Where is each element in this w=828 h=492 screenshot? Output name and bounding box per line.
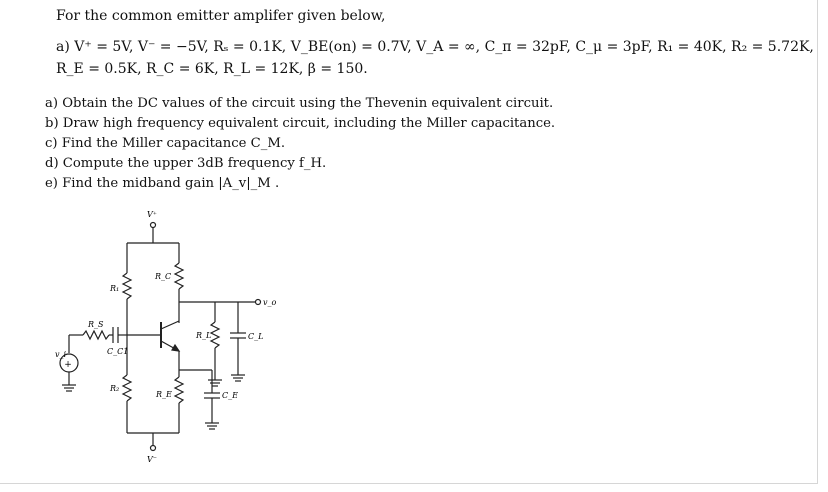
label-r1: R₁ [110, 284, 120, 293]
label-rl: R_L [196, 331, 212, 340]
vminus-terminal [151, 446, 156, 451]
vplus-terminal [151, 223, 156, 228]
label-cc1: C_C1 [107, 347, 129, 356]
given-values-line-1: a) V⁺ = 5V, V⁻ = −5V, Rₛ = 0.1K, V_BE(on) = 0.7V, V_A = ∞, C_π = 32pF, C_μ = 3pF, R₁ = 40K, R₂ = 5.72K, [56, 39, 814, 55]
label-vo: v_o [263, 298, 277, 307]
rc-resistor [175, 263, 183, 289]
label-vplus: V⁺ [147, 210, 157, 219]
r1-resistor [123, 273, 131, 299]
source-plus-sign: + [64, 360, 72, 370]
label-r2: R₂ [110, 384, 120, 393]
vo-terminal [256, 300, 261, 305]
r2-resistor [123, 375, 131, 401]
problem-title: For the common emitter amplifer given below, [56, 8, 386, 24]
label-vminus: V⁻ [147, 455, 157, 464]
rs-resistor [83, 331, 109, 339]
circuit-diagram [55, 205, 295, 465]
label-rs: R_S [88, 320, 104, 329]
given-values-line-2: R_E = 0.5K, R_C = 6K, R_L = 12K, β = 150. [56, 61, 368, 77]
label-ce: C_E [222, 391, 238, 400]
label-vi: v_i [55, 350, 67, 359]
label-re: R_E [156, 390, 172, 399]
question-d: d) Compute the upper 3dB frequency f_H. [45, 156, 327, 171]
question-b: b) Draw high frequency equivalent circuit, including the Miller capacitance. [45, 116, 556, 131]
question-c: c) Find the Miller capacitance C_M. [45, 136, 286, 151]
rl-resistor [211, 322, 219, 348]
question-e: e) Find the midband gain |A_v|_M . [45, 176, 280, 191]
re-resistor [175, 377, 183, 403]
label-rc: R_C [155, 272, 172, 281]
label-cl: C_L [248, 332, 264, 341]
question-a: a) Obtain the DC values of the circuit using the Thevenin equivalent circuit. [45, 96, 554, 111]
